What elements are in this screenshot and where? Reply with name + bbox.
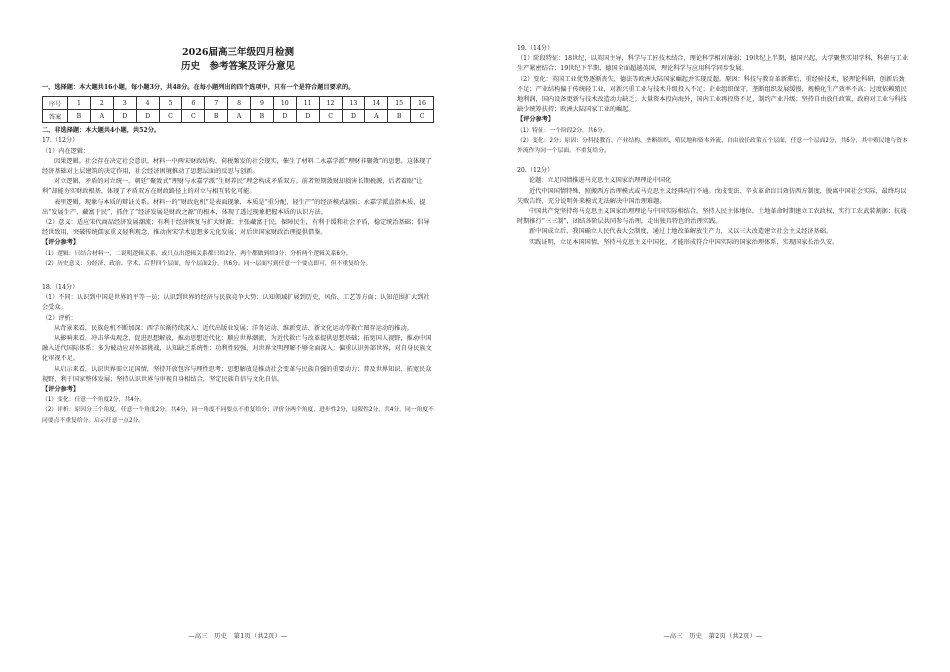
question-number: 3: [113, 97, 136, 110]
q18-scoring-line: （1）变化：任意一个角度2分，共4分。: [42, 397, 146, 404]
row-label-number: 序号: [43, 97, 68, 110]
question-number: 4: [136, 97, 159, 110]
question-number: 1: [68, 97, 91, 110]
answer-cell: B: [68, 110, 91, 123]
question-number: 16: [411, 97, 434, 110]
document-subtitle: 历史 参考答案及评分意见: [180, 61, 295, 72]
q19-scoring-line: （1）特征：一个阶段2分，共6分。: [517, 127, 609, 134]
page-2: [517, 0, 909, 672]
q17-line: 因果逻辑。社会存在决定社会意识。材料一中两宋财政结构、荷税频发的社会现实，催生了材料二永嘉学派“理财非聚敛”的思想。这体现了经济基础对上层建筑的决定作用，社会经济困境推动了思想层面的反思与创新。: [42, 157, 432, 176]
answer-cell: D: [113, 110, 136, 123]
q17-scoring-line: （1）逻辑：只结合材料一、二说明逻辑关系，或只点出逻辑关系都只给2分，两个都做到给3分；分析两个逻辑关系6分。: [42, 250, 352, 257]
q18-line: 从启示来看，认识世界需立足国情，坚持开放包容与理性思考；思想解放是推动社会变革与民族自强的重要动力；普及世界知识、拓宽民众视野，利于国家整体发展；坚持认识世界与审视自身相结合，坚定民族自信与文化自信。: [42, 365, 432, 383]
question-19-heading: 19.（14分）: [517, 45, 554, 52]
question-number: 7: [205, 97, 228, 110]
answer-table-number-row: [43, 97, 434, 110]
question-number: 12: [319, 97, 342, 110]
q17-scoring-heading: 【评分参考】: [42, 239, 80, 247]
answer-table: [42, 96, 434, 123]
answer-cell: D: [296, 110, 319, 123]
question-20-heading: 20.（12分）: [517, 167, 554, 175]
q20-line: 论题：立足国情推进马克思主义国家治理理论中国化: [529, 177, 672, 185]
question-number: 13: [342, 97, 365, 110]
q17-line: 对立逻辑，矛盾的对立统一。朝廷“聚敛式”理财与永嘉学派“生财养民”理念构成矛盾双方。前者短期敛财却损害长期税源，后者着眼“让利”却能夯实财政根基，体现了矛盾双方在财政路径上的对立与相互转化可能。: [42, 178, 423, 196]
answer-cell: B: [205, 110, 228, 123]
answer-cell: C: [159, 110, 182, 123]
q18-line: （1）不同：认识到中国是世界的平等一员；认识到世界的经济与民族竞争大势；认知领域扩展到历史、风俗、工艺等方面；认知范围扩大到社会受众。: [42, 294, 430, 312]
q20-line: 实践证明，立足本国国情，坚持马克思主义中国化，才能形成符合中国实际的国家治理体系，实现国家长治久安。: [529, 238, 839, 246]
question-18-heading: 18.（14分）: [42, 284, 79, 292]
q19-line: （1）阶段特征：18世纪，以英国主导，科学与工匠技术结合，理论科学相对薄弱；19世纪上半期，德国兴起，大学聚焦实用学科，科研与工业生产紧密结合；19世纪下半期，德国全面超越英国，理论科学与应用科学同步发展。: [517, 55, 908, 73]
section-2-intro: 二、非选择题：本大题共4小题，共52分。: [42, 127, 161, 135]
answer-cell: D: [136, 110, 159, 123]
answer-cell: A: [228, 110, 251, 123]
question-number: 11: [296, 97, 319, 110]
q18-line: 从背景来看，民族危机不断加深；西学东渐持续深入；近代出版业发展；洋务运动、维新变法、新文化运动等救亡图存运动的推动。: [54, 324, 413, 332]
question-number: 5: [159, 97, 182, 110]
section-1-intro: 一、选择题：本大题共16小题，每小题3分，共48分。在每小题列出的四个选项中，只有一个是符合题目要求的。: [42, 84, 355, 91]
answer-cell: C: [319, 110, 342, 123]
answer-cell: A: [365, 110, 388, 123]
q17-line: 表里逻辑，现象与本质的辩证关系。材料一的“财政危机”是表面现象，本质是“重分配、轻生产”的经济模式缺陷；永嘉学派直指本质，提出“发展生产、藏富于民”，抓住了“经济发展是财政之源”的根本，体现了透过现象把握本质的认识方法。: [42, 198, 426, 216]
page-footer: —高三 历史 第1页（共2页）—: [188, 633, 288, 640]
question-number: 9: [251, 97, 274, 110]
document-title: 2026届高三年级四月检测: [182, 47, 294, 58]
page-1: [42, 0, 434, 672]
q17-line: （2）意义：适应宋代商品经济发展潮流；有利于经济恢复与扩大财源；主张藏富于民，保障民生，有利于缓和社会矛盾，稳定统治基础；倡导经世致用，突破传统儒家重义轻利观念，推动南宋学术思想多元化发展；对后世国家财政治理提供借鉴。: [42, 219, 430, 237]
question-17-heading: 17.（12分）: [42, 137, 79, 145]
answer-table-answer-row: [43, 110, 434, 123]
question-number: 2: [90, 97, 113, 110]
q19-scoring-line: （2）变化：2分；原因：分科技教育、产业结构、垄断组织、殖民地和资本外流、自由放任政策五个层面，任意一个层面2分，共6分，其中殖民地与资本外流作为同一个层面，不重复给分。: [517, 137, 908, 155]
answer-cell: B: [251, 110, 274, 123]
answer-cell: C: [411, 110, 434, 123]
answer-cell: B: [388, 110, 411, 123]
q18-line: （2）评析：: [42, 314, 77, 322]
q20-line: 近代中国国情特殊，照搬西方治理模式或马克思主义经典均行不通。戊戌变法、辛亥革命盲目效仿西方制度，脱离中国社会实际，最终均以失败告终，充分说明外来模式无法解决中国治理难题。: [517, 187, 907, 205]
page-footer: —高三 历史 第2页（共2页）—: [663, 633, 763, 640]
answer-cell: A: [90, 110, 113, 123]
question-number: 10: [273, 97, 296, 110]
row-label-answer: 答案: [43, 110, 68, 123]
q18-scoring-line: （2）评析：原因分三个角度，任意一个角度2分，共4分，同一角度不同要点不重复给分；评价分两个角度，进步性2分，局限性2分，共4分，同一角度不同要点不重复给分。启示任意一点2分。: [42, 407, 434, 424]
question-number: 8: [228, 97, 251, 110]
q20-line: 中国共产党坚持将马克思主义国家治理理论与中国实际相结合，坚持人民主体地位。土地革命时期建立工农政权、实行工农武装割据；抗战时期推行“三三制”，团结各阶层共同参与治理，走出独具特色的治理实践。: [517, 208, 907, 226]
q18-line: 从影响来看，冲击华夷观念，促进思想解放，推动思想近代化；顺应世界潮流，为近代救亡与改革提供思想基础；拓宽国人视野，推动中国融入近代国际体系；多为被动应对外部挑战，认知缺乏系统性；功利性较强，对世界文明理解不够全面深入；偏重认识外部世界，对自身民族文化审视不足。: [42, 335, 432, 363]
q17-scoring-line: （2）历史意义：分经济、政治、学术、后世四个层面，每个层面2分，共6分。同一层面写到任意一个要点即可，但不重复给分。: [42, 260, 372, 267]
question-number: 14: [365, 97, 388, 110]
q17-line: （1）内在逻辑：: [42, 147, 90, 155]
answer-cell: D: [342, 110, 365, 123]
q19-line: （2）变化：英国工业优势逐渐丧失，德法等欧洲大陆国家崛起并实现反超。原因：科技与教育革新滞后，重经验技术，轻理论科研，创新后劲不足；产业结构偏于传统轻工业，对新兴重工业与技术升级投入不足；企业组织保守，垄断组织发展缓慢，规模化生产效率不高；过度依赖殖民地利润，国内设备更新与技术改造动力缺乏；大量资本投向海外，国内工业再投资不足，制约产业升级；坚持自由放任政策，政府对工业与科技缺少统筹扶持；欧洲大陆国家工业的崛起。: [517, 75, 907, 114]
q18-scoring-heading: 【评分参考】: [42, 386, 80, 394]
question-number: 6: [182, 97, 205, 110]
answer-cell: D: [273, 110, 296, 123]
q19-scoring-heading: 【评分参考】: [517, 116, 555, 124]
q20-line: 新中国成立后，我国确立人民代表大会制度，通过土地改革解放生产力，又以三大改造建立社会主义经济基础。: [529, 228, 833, 236]
answer-cell: C: [182, 110, 205, 123]
question-number: 15: [388, 97, 411, 110]
